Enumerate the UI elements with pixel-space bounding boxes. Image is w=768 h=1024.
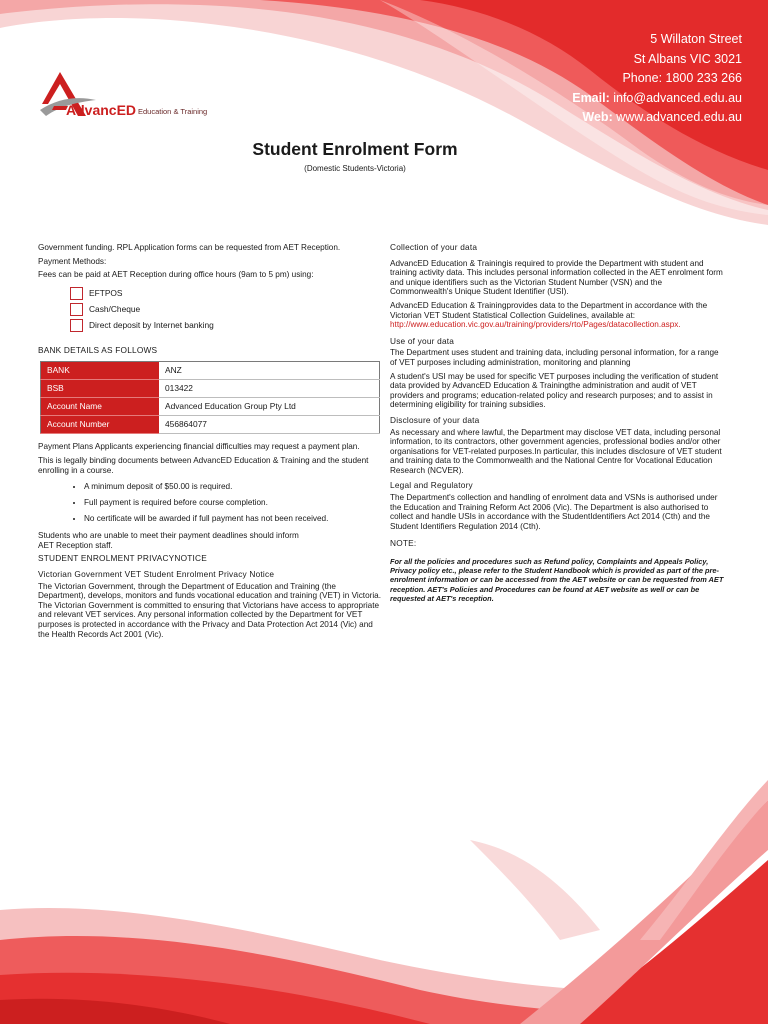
option-label: Direct deposit by Internet banking [89,319,214,330]
deadline-text-2: AET Reception staff. [38,540,113,550]
address-line2: St Albans VIC 3021 [633,51,742,66]
option-label: EFTPOS [89,287,123,298]
legal-heading: Legal and Regulatory [390,480,473,491]
checkbox[interactable] [70,287,83,300]
list-item: • A minimum deposit of $50.00 is required. [84,479,383,495]
disclosure-heading: Disclosure of your data [390,414,480,425]
use-heading: Use of your data [390,335,455,346]
funding-text: Government funding. RPL Application forms can be requested from AET Reception. [38,243,341,252]
logo [38,70,218,122]
option-label: Cash/Cheque [89,303,141,314]
payment-rules-list [38,479,383,527]
web[interactable]: www.advanced.edu.au [616,110,742,124]
bank-value: Advanced Education Group Pty Ltd [159,398,380,416]
legal-text: The Department's collection and handling of enrolment data and VSNs is authorised under the Education and Training Reform Act 2006 (Vic). The Department is also authorised to collect and handle USIs in accordance with the StudentIdentifiers Act 2014 (Cth) and the Student Identifiers Regulation 2014 (Cth). [390,493,718,531]
checkbox[interactable] [70,319,83,332]
bank-label: Account Name [41,398,160,416]
logo-text: AdvancED [66,102,137,118]
collection-heading: Collection of your data [390,242,478,252]
deadline-text-1: Students who are unable to meet their payment deadlines should inform [38,531,299,541]
right-column [390,243,724,607]
privacy-heading: STUDENT ENROLMENT PRIVACYNOTICE [38,553,207,564]
table-row [41,380,380,398]
web-line [572,108,742,128]
page-title: Student Enrolment Form [252,139,458,159]
web-label: Web: [582,110,613,124]
email[interactable]: info@advanced.edu.au [613,90,742,105]
privacy-subheading: Victorian Government VET Student Enrolment Privacy Notice [38,568,275,579]
bank-heading: BANK DETAILS AS FOLLOWS [38,344,158,355]
disclosure-text: As necessary and where lawful, the Department may disclose VET data, including personal information, to its contractors, other government agencies, professional bodies and/or other organisations for VET-related purposes.In particular, this includes disclosure of VET student and training data to the Commonwealth and the National Centre for Vocational Education Research (NCVER). [390,427,722,475]
collection-text: AdvancED Education & Trainingis required to provide the Department with student and training activity data. This includes personal information collected in the AET enrolment form and unique identifiers such as the Victorian Student Number (VSN) and the Commonwealth's Unique Student Identifier (USI). [390,258,723,297]
use-text: The Department uses student and training data, including personal information, for a range of VET purposes including administration, monitoring and planning [390,348,719,367]
payment-options [70,286,383,334]
bank-table [40,361,380,434]
address-line1: 5 Willaton Street [650,32,742,46]
phone: Phone: 1800 233 266 [622,71,742,85]
email-label: Email: [572,90,610,105]
bank-label: BSB [41,380,160,398]
bank-label: Account Number [41,416,160,434]
payment-option[interactable] [70,302,383,318]
privacy-text: The Victorian Government, through the Department of Education and Training (the Department), develops, monitors and funds vocational education and training (VET) in Victoria. The Victorian Government is committed to ensuring that Victorians have access to appropriate and relevant VET services. Any personal information collected by the Department for VET purposes is protected in accordance with the Privacy and Data Protection Act 2014 (Vic) and the Health Records Act 2001 (Vic). [38,581,381,639]
table-row [41,362,380,380]
note-heading: NOTE: [390,538,417,549]
table-row [41,398,380,416]
payment-option[interactable] [70,318,383,334]
bank-label: BANK [41,362,160,380]
left-column [38,243,383,643]
usi-text: A student's USI may be used for specific VET purposes including the verification of student data provided by AdvancED Education & Trainingthe administration and audit of VET providers and programs; education-related policy and research purposes; and to assist in determining eligibility for training subsidies. [390,371,719,410]
contact-info [572,30,742,128]
fees-text: Fees can be paid at AET Reception during office hours (9am to 5 pm) using: [38,270,314,280]
note-text: For all the policies and procedures such as Refund policy, Complaints and Appeals Policy, Privacy policy etc., please refer to the Student Handbook which is provided as part of the pre-enrolment information or can be accessed from the AET website or can be requested from AET reception. AET's Policies and Procedures can be found at AET website as well or can be requested at AET's reception. [390,557,724,603]
page-subtitle: (Domestic Students-Victoria) [304,164,406,173]
list-item: • Full payment is required before course completion. [84,495,383,511]
bank-value: 456864077 [159,416,380,434]
table-row [41,416,380,434]
email-line [572,89,742,109]
checkbox[interactable] [70,303,83,316]
bank-value: 013422 [159,380,380,398]
payment-methods-heading: Payment Methods: [38,256,107,266]
logo-subtext: Education & Training [138,107,208,116]
payment-plans-text: Payment Plans Applicants experiencing financial difficulties may request a payment plan. [38,442,360,452]
bank-value: ANZ [159,362,380,380]
data-collection-link[interactable]: http://www.education.vic.gov.au/training/providers/rto/Pages/datacollection.aspx. [390,320,681,330]
binding-text: This is legally binding documents between AdvancED Education & Training and the student enrolling in a course. [38,455,369,475]
payment-option[interactable] [70,286,383,302]
list-item: • No certificate will be awarded if full payment has not been received. [84,511,383,527]
provides-text: AdvancED Education & Trainingprovides data to the Department in accordance with the Victorian VET Student Statistical Collection Guidelines, available at: [390,300,708,320]
